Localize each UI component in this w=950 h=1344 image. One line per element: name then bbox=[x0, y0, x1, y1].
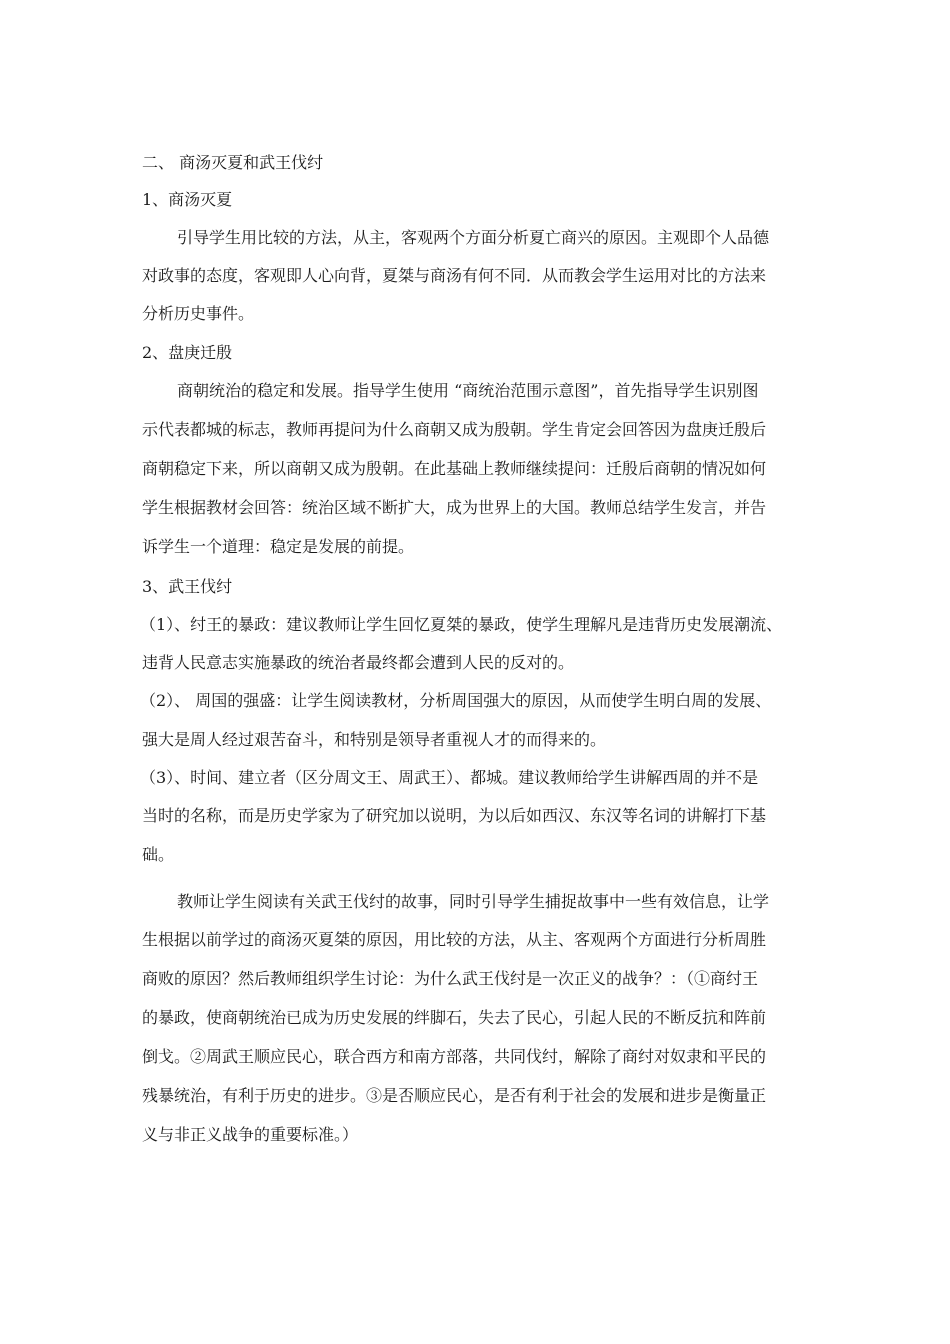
paragraph-line: 商朝稳定下来，所以商朝又成为殷朝。在此基础上教师继续提问：迁殷后商朝的情况如何 bbox=[142, 459, 767, 478]
list-item-line: （1）、纣王的暴政：建议教师让学生回忆夏桀的暴政，使学生理解凡是违背历史发展潮流、 bbox=[140, 615, 783, 634]
paragraph-line: 学生根据教材会回答：统治区域不断扩大，成为世界上的大国。教师总结学生发言，并告 bbox=[142, 498, 767, 517]
paragraph-line: 商败的原因？然后教师组织学生讨论：为什么武王伐纣是一次正义的战争？：（①商纣王 bbox=[142, 969, 759, 988]
paragraph-line: 倒戈。②周武王顺应民心，联合西方和南方部落，共同伐纣，解除了商纣对奴隶和平民的 bbox=[142, 1047, 767, 1066]
paragraph-line: 义与非正义战争的重要标准。） bbox=[142, 1125, 359, 1144]
section-title: 二、 商汤灭夏和武王伐纣 bbox=[142, 153, 324, 172]
list-item-line: 当时的名称，而是历史学家为了研究加以说明，为以后如西汉、东汉等名词的讲解打下基 bbox=[142, 806, 767, 825]
paragraph-line: 引导学生用比较的方法，从主，客观两个方面分析夏亡商兴的原因。主观即个人品德 bbox=[177, 228, 770, 247]
subsection-heading-3: 3、武王伐纣 bbox=[142, 577, 233, 596]
paragraph-line: 对政事的态度，客观即人心向背，夏桀与商汤有何不同．从而教会学生运用对比的方法来 bbox=[142, 266, 767, 285]
list-item-line: 强大是周人经过艰苦奋斗，和特别是领导者重视人才的而得来的。 bbox=[142, 730, 607, 749]
list-item-line: 础。 bbox=[142, 845, 175, 864]
paragraph-line: 分析历史事件。 bbox=[142, 304, 255, 323]
subsection-heading-1: 1、商汤灭夏 bbox=[142, 190, 233, 209]
paragraph-line: 示代表都城的标志，教师再提问为什么商朝又成为殷朝。学生肯定会回答因为盘庚迁殷后 bbox=[142, 420, 767, 439]
subsection-heading-2: 2、盘庚迁殷 bbox=[142, 343, 233, 362]
paragraph-line: 生根据以前学过的商汤灭夏桀的原因，用比较的方法，从主、客观两个方面进行分析周胜 bbox=[142, 930, 767, 949]
paragraph-line: 商朝统治的稳定和发展。指导学生使用 “商统治范围示意图”，首先指导学生识别图 bbox=[177, 381, 759, 400]
paragraph-line: 的暴政，使商朝统治已成为历史发展的绊脚石，失去了民心，引起人民的不断反抗和阵前 bbox=[142, 1008, 767, 1027]
list-item-line: （2）、 周国的强盛：让学生阅读教材，分析周国强大的原因，从而使学生明白周的发展、 bbox=[140, 691, 772, 710]
list-item-line: 违背人民意志实施暴政的统治者最终都会遭到人民的反对的。 bbox=[142, 653, 575, 672]
list-item-line: （3）、时间、建立者（区分周文王、周武王）、都城。建议教师给学生讲解西周的并不是 bbox=[140, 768, 759, 787]
paragraph-line: 诉学生一个道理：稳定是发展的前提。 bbox=[142, 537, 415, 556]
paragraph-line: 教师让学生阅读有关武王伐纣的故事，同时引导学生捕捉故事中一些有效信息，让学 bbox=[177, 892, 770, 911]
paragraph-line: 残暴统治，有利于历史的进步。③是否顺应民心，是否有利于社会的发展和进步是衡量正 bbox=[142, 1086, 767, 1105]
